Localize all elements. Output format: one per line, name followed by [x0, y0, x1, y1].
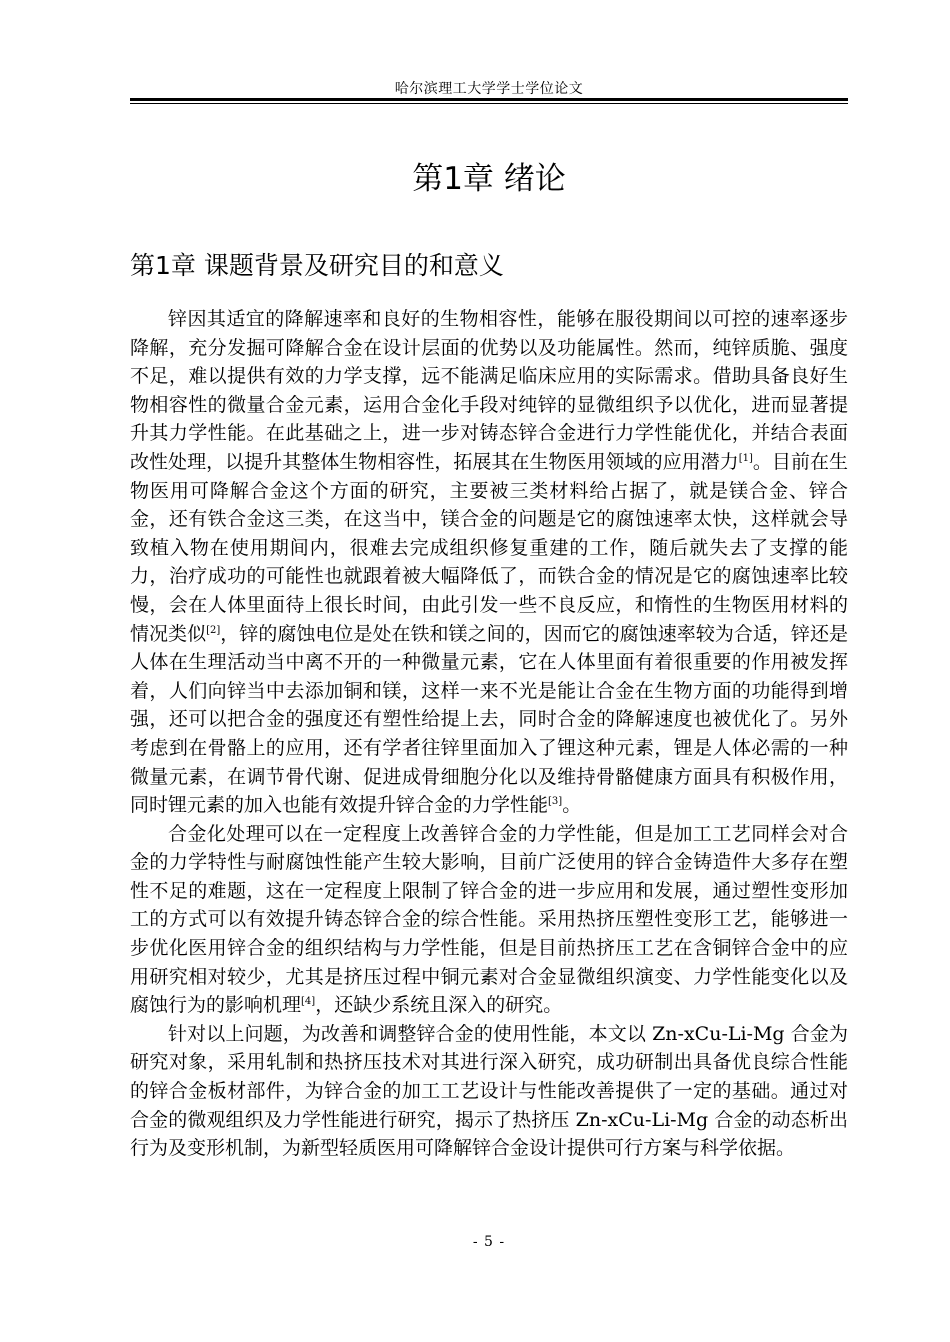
paragraph	[130, 305, 848, 820]
page-number: - 5 -	[472, 1234, 506, 1250]
text-run: 合金化处理可以在一定程度上改善锌合金的力学性能，但是加工工艺同样会对合金的力学特性与耐腐蚀性能产生较大影响，目前广泛使用的锌合金铸造件大多存在塑性不足的难题，这在一定程度上限制了锌合金的进一步应用和发展，通过塑性变形加工的方式可以有效提升铸态锌合金的综合性能。采用热挤压塑性变形工艺，能够进一步优化医用锌合金的组织结构与力学性能，但是目前热挤压工艺在含铜锌合金中的应用研究相对较少，尤其是挤压过程中铜元素对合金显微组织演变、力学性能变化以及腐蚀行为的影响机理	[130, 822, 848, 1017]
section-title: 第1章 课题背景及研究目的和意义	[130, 251, 504, 280]
paragraph	[130, 820, 848, 1020]
citation: [1]	[738, 452, 753, 464]
paragraph	[130, 1020, 848, 1163]
citation: [4]	[301, 996, 316, 1008]
running-header: 哈尔滨理工大学学士学位论文	[394, 81, 584, 97]
text-run: 。	[562, 794, 582, 817]
chapter-title: 第1章 绪论	[412, 161, 566, 197]
header-rule-thick	[130, 98, 848, 101]
text-run: 针对以上问题，为改善和调整锌合金的使用性能，本文以 Zn-xCu-Li-Mg 合金为研究对象，采用轧制和热挤压技术对其进行深入研究，成功研制出具备优良综合性能的锌合金板材部件，为锌合金的加工工艺设计与性能改善提供了一定的基础。通过对合金的微观组织及力学性能进行研究，揭示了热挤压 Zn-xCu-Li-Mg 合金的动态析出行为及变形机制，为新型轻质医用可降解锌合金设计提供可行方案与科学依据。	[130, 1022, 848, 1160]
text-run: ，还缺少系统且深入的研究。	[315, 994, 563, 1017]
citation: [2]	[206, 624, 221, 636]
citation: [3]	[548, 796, 563, 808]
text-run: 。目前在生物医用可降解合金这个方面的研究，主要被三类材料给占据了，就是镁合金、锌合金，还有铁合金这三类，在这当中，镁合金的问题是它的腐蚀速率太快，这样就会导致植入物在使用期间内，很难去完成组织修复重建的工作，随后就失去了支撑的能力，治疗成功的可能性也就跟着被大幅降低了，而铁合金的情况是它的腐蚀速率比较慢，会在人体里面待上很长时间，由此引发一些不良反应，和惰性的生物医用材料的情况类似	[130, 450, 848, 645]
text-run: 锌因其适宜的降解速率和良好的生物相容性，能够在服役期间以可控的速率逐步降解，充分发掘可降解合金在设计层面的优势以及功能属性。然而，纯锌质脆、强度不足，难以提供有效的力学支撑，远不能满足临床应用的实际需求。借助具备良好生物相容性的微量合金元素，运用合金化手段对纯锌的显微组织予以优化，进而显著提升其力学性能。在此基础之上，进一步对铸态锌合金进行力学性能优化，并结合表面改性处理，以提升其整体生物相容性，拓展其在生物医用领域的应用潜力	[130, 308, 848, 473]
text-run: ，锌的腐蚀电位是处在铁和镁之间的，因而它的腐蚀速率较为合适，锌还是人体在生理活动当中离不开的一种微量元素，它在人体里面有着很重要的作用被发挥着，人们向锌当中去添加铜和镁，这样一来不光是能让合金在生物方面的功能得到增强，还可以把合金的强度还有塑性给提上去，同时合金的降解速度也被优化了。另外考虑到在骨骼上的应用，还有学者往锌里面加入了锂这种元素，锂是人体必需的一种微量元素，在调节骨代谢、促进成骨细胞分化以及维持骨骼健康方面具有积极作用，同时锂元素的加入也能有效提升锌合金的力学性能	[130, 622, 848, 817]
header-rule-thin	[130, 103, 848, 104]
body-text	[130, 305, 848, 1163]
